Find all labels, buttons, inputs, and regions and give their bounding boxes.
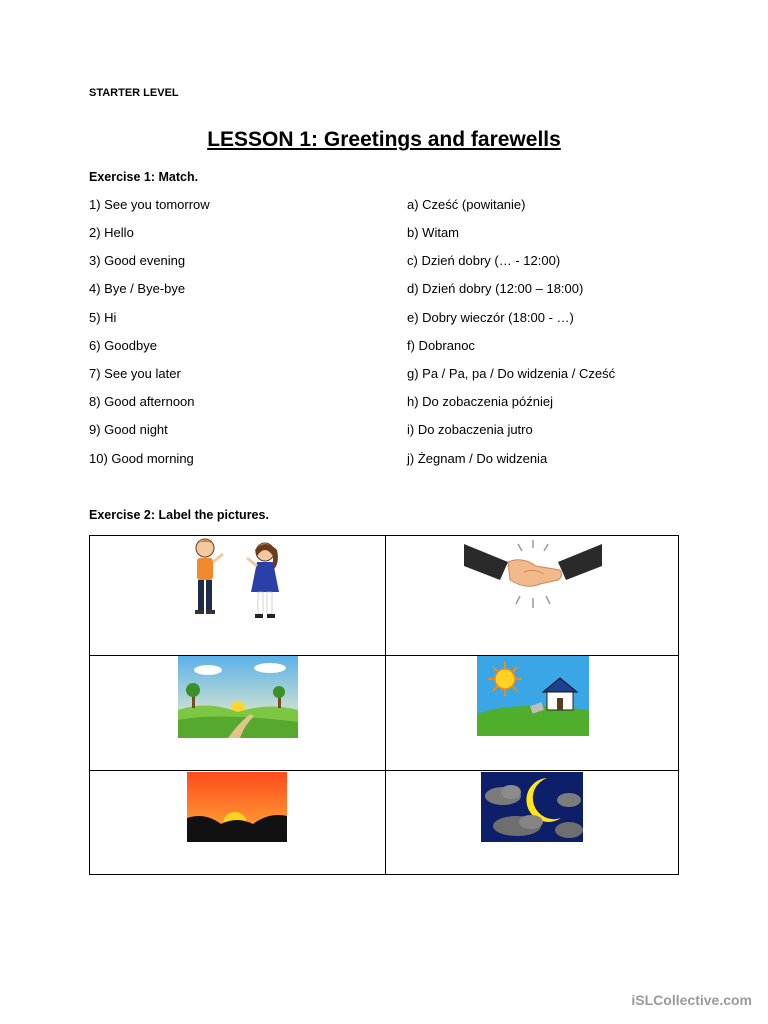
match-left-item: 1) See you tomorrow (89, 197, 210, 212)
match-left-item: 5) Hi (89, 310, 117, 325)
match-left-item: 10) Good morning (89, 451, 194, 466)
match-left-item: 6) Goodbye (89, 338, 157, 353)
watermark: iSLCollective.com (631, 992, 752, 1008)
match-row (0, 310, 768, 330)
afternoon-sun-picture (477, 656, 589, 736)
match-right-item: h) Do zobaczenia później (407, 394, 553, 409)
match-row (0, 338, 768, 358)
match-right-item: i) Do zobaczenia jutro (407, 422, 533, 437)
exercise-1-heading: Exercise 1: Match. (89, 170, 199, 184)
grid-divider (385, 536, 386, 874)
level-label: STARTER LEVEL (89, 87, 179, 99)
match-right-item: e) Dobry wieczór (18:00 - …) (407, 310, 574, 325)
match-left-item: 2) Hello (89, 225, 134, 240)
kids-greeting-picture (187, 536, 287, 624)
match-left-item: 3) Good evening (89, 253, 186, 268)
match-row (0, 422, 768, 442)
match-row (0, 451, 768, 471)
match-right-item: d) Dzień dobry (12:00 – 18:00) (407, 281, 584, 296)
grid-divider (90, 770, 678, 771)
night-moon-picture (481, 772, 583, 842)
match-right-item: b) Witam (407, 225, 459, 240)
match-right-item: f) Dobranoc (407, 338, 475, 353)
match-left-item: 8) Good afternoon (89, 394, 195, 409)
match-row (0, 281, 768, 301)
match-row (0, 394, 768, 414)
match-right-item: a) Cześć (powitanie) (407, 197, 526, 212)
match-left-item: 4) Bye / Bye-bye (89, 281, 186, 296)
exercise-2-heading: Exercise 2: Label the pictures. (89, 508, 269, 522)
match-left-item: 9) Good night (89, 422, 168, 437)
picture-grid (89, 535, 679, 875)
match-right-item: c) Dzień dobry (… - 12:00) (407, 253, 561, 268)
match-left-item: 7) See you later (89, 366, 181, 381)
match-right-item: g) Pa / Pa, pa / Do widzenia / Cześć (407, 366, 616, 381)
match-row (0, 366, 768, 386)
handshake-picture (464, 536, 602, 618)
match-row (0, 253, 768, 273)
morning-sunrise-picture (178, 656, 298, 738)
page-title: LESSON 1: Greetings and farewells (207, 128, 561, 151)
match-row (0, 225, 768, 245)
match-row (0, 197, 768, 217)
sunset-evening-picture (187, 772, 287, 842)
match-right-item: j) Żegnam / Do widzenia (407, 451, 548, 466)
